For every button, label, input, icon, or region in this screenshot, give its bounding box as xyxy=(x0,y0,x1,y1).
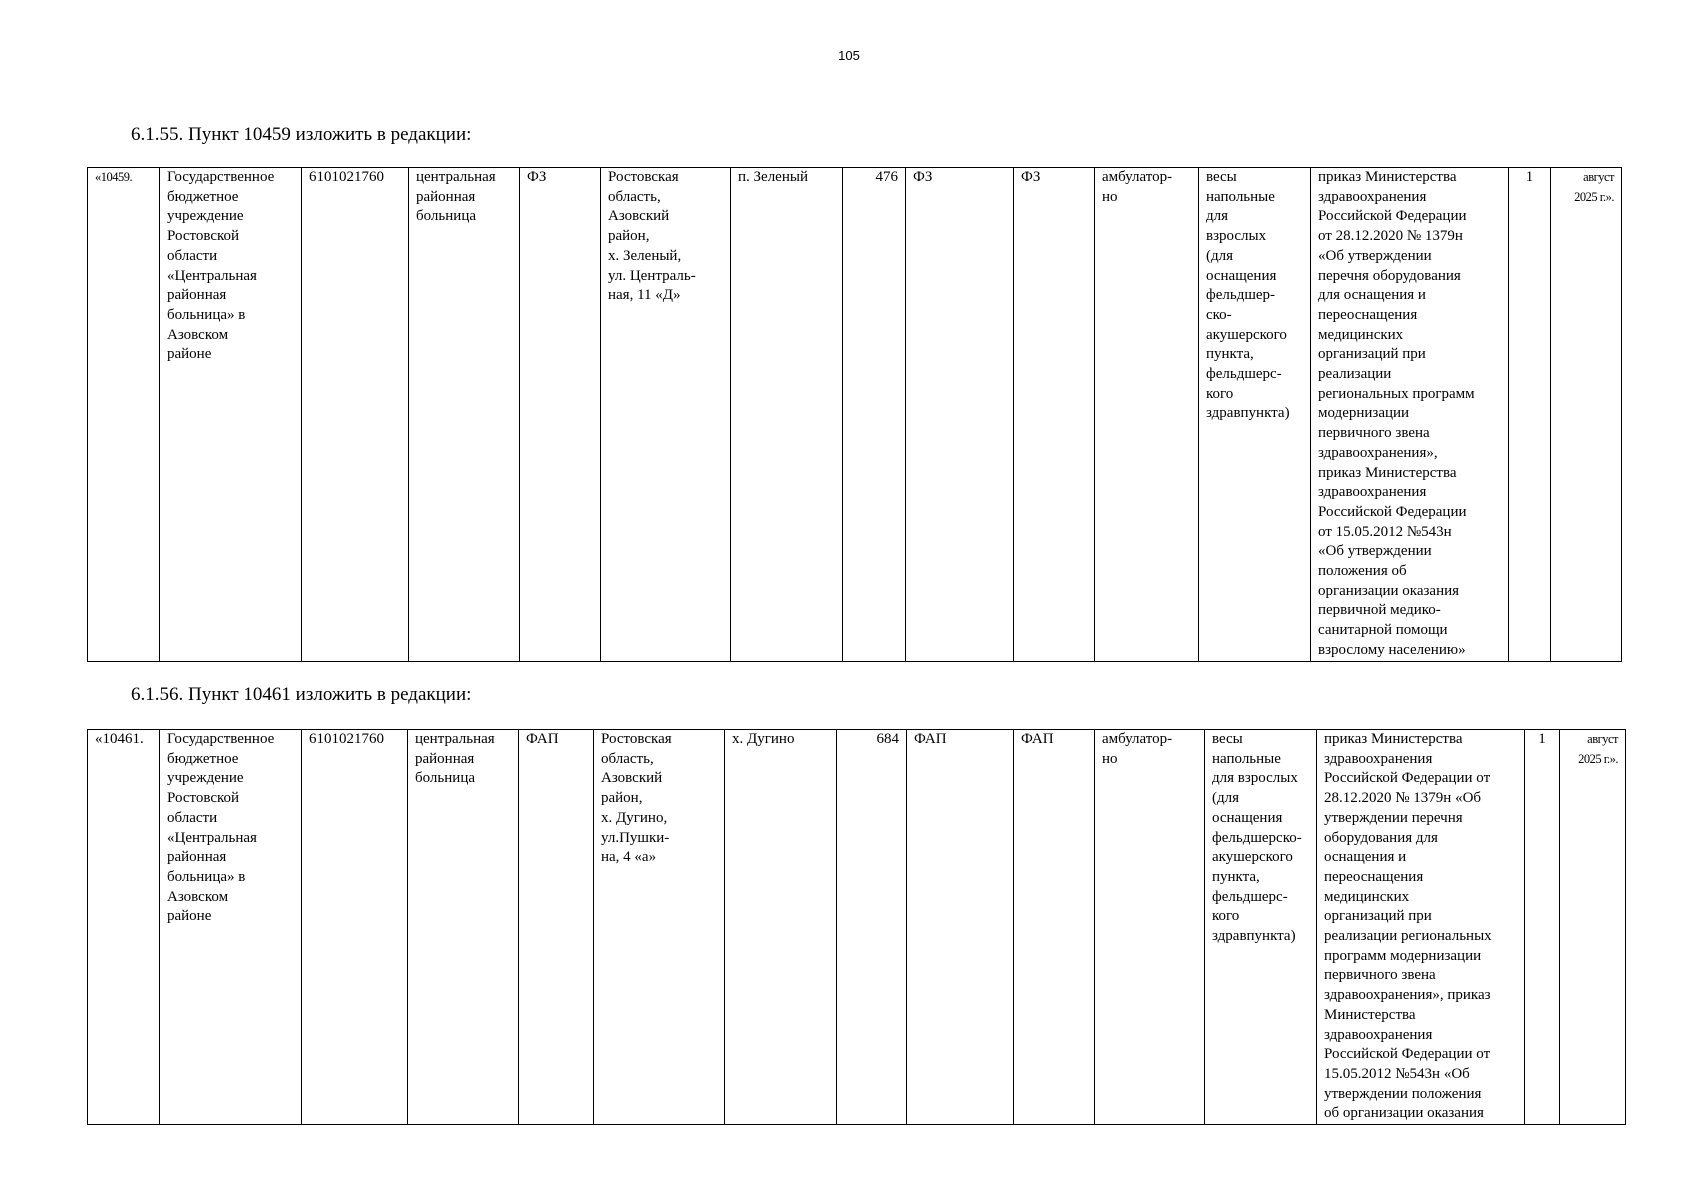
unit-cell: ФАП xyxy=(519,730,594,1125)
organization-cell: Государственное бюджетное учреждение Ростовской области «Центральная районная больница» в Азовском районе xyxy=(160,730,302,1125)
equipment-cell: весы напольные для взрослых (для оснащения фельдшерско- акушерского пункта, фельдшерс- кого здравпункта) xyxy=(1205,730,1317,1125)
address-cell: Ростовская область, Азовский район, х. Зеленый, ул. Централь- ная, 11 «Д» xyxy=(601,168,731,662)
inn-cell: 6101021760 xyxy=(302,168,409,662)
unit-kind-cell: ФАП xyxy=(1014,730,1095,1125)
register-table-10459 xyxy=(87,167,1622,662)
care-form-cell: амбулатор- но xyxy=(1095,168,1199,662)
unit-cell: ФЗ xyxy=(520,168,601,662)
section-heading-10459: 6.1.55. Пункт 10459 изложить в редакции: xyxy=(131,124,472,145)
locality-cell: х. Дугино xyxy=(725,730,837,1125)
unit-kind-cell: ФЗ xyxy=(1014,168,1095,662)
table-row xyxy=(88,730,1626,1125)
item-number-cell: «10461. xyxy=(88,730,160,1125)
population-cell: 684 xyxy=(837,730,907,1125)
page-number: 105 xyxy=(838,48,860,63)
deadline-cell: август 2025 г.». xyxy=(1551,168,1622,662)
legal-basis-cell: приказ Министерства здравоохранения Российской Федерации от 28.12.2020 № 1379н «Об утверждении перечня оборудования для оснащения и переоснащения медицинских организаций при реализации региональных программ модернизации первичного звена здравоохранения», приказ Министерства здравоохранения Российской Федерации от 15.05.2012 №543н «Об утверждении положения об организации оказания xyxy=(1317,730,1525,1125)
quantity-cell: 1 xyxy=(1525,730,1560,1125)
organization-cell: Государственное бюджетное учреждение Ростовской области «Центральная районная больница» в Азовском районе xyxy=(160,168,302,662)
item-number-cell: «10459. xyxy=(88,168,160,662)
address-cell: Ростовская область, Азовский район, х. Дугино, ул.Пушки- на, 4 «а» xyxy=(594,730,725,1125)
equipment-cell: весы напольные для взрослых (для оснащения фельдшер- ско- акушерского пункта, фельдшерс- кого здравпункта) xyxy=(1199,168,1311,662)
register-table-10461 xyxy=(87,729,1626,1125)
table-row xyxy=(88,168,1622,662)
locality-cell: п. Зеленый xyxy=(731,168,843,662)
unit-type-cell: ФЗ xyxy=(906,168,1014,662)
organization-type-cell: центральная районная больница xyxy=(408,730,519,1125)
organization-type-cell: центральная районная больница xyxy=(409,168,520,662)
section-heading-10461: 6.1.56. Пункт 10461 изложить в редакции: xyxy=(131,684,472,705)
unit-type-cell: ФАП xyxy=(907,730,1014,1125)
care-form-cell: амбулатор- но xyxy=(1095,730,1205,1125)
population-cell: 476 xyxy=(843,168,906,662)
legal-basis-cell: приказ Министерства здравоохранения Российской Федерации от 28.12.2020 № 1379н «Об утверждении перечня оборудования для оснащения и переоснащения медицинских организаций при реализации региональных программ модернизации первичного звена здравоохранения», приказ Министерства здравоохранения Российской Федерации от 15.05.2012 №543н «Об утверждении положения об организации оказания первичной медико- санитарной помощи взрослому населению» xyxy=(1311,168,1509,662)
quantity-cell: 1 xyxy=(1509,168,1551,662)
deadline-cell: август 2025 г.». xyxy=(1560,730,1626,1125)
inn-cell: 6101021760 xyxy=(302,730,408,1125)
